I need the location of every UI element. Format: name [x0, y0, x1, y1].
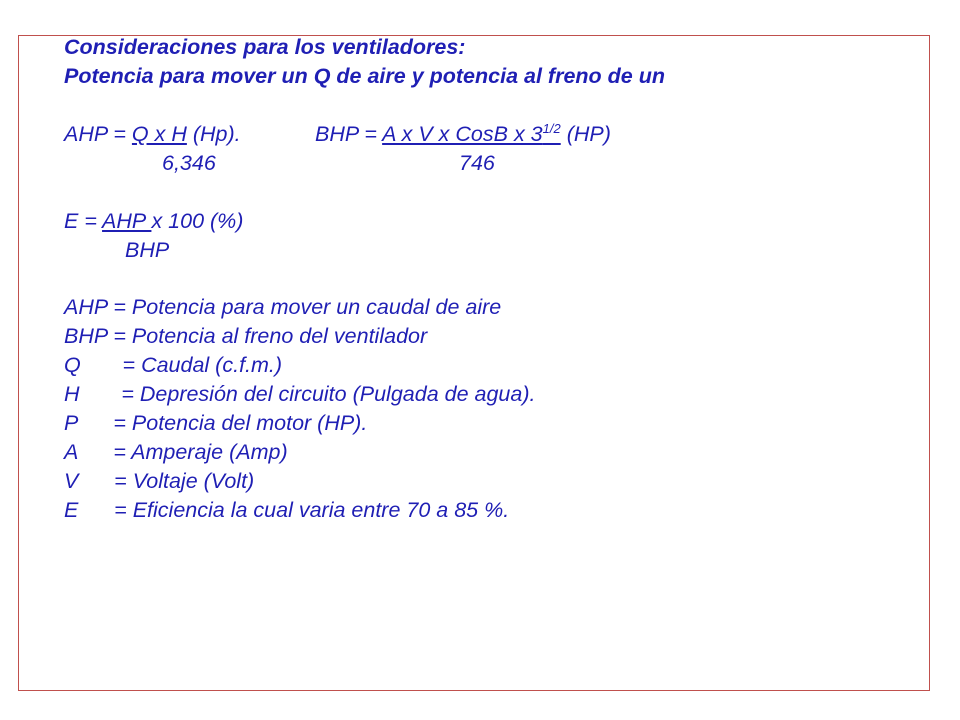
efficiency-suffix: x 100 (%) — [151, 209, 244, 233]
ahp-prefix: AHP = — [64, 122, 132, 146]
definition-text: = Amperaje (Amp) — [77, 440, 288, 464]
definition-text: = Voltaje (Volt) — [78, 469, 255, 493]
definition-p — [64, 409, 367, 438]
definition-symbol: E — [64, 498, 79, 522]
definition-text: = Depresión del circuito (Pulgada de agua). — [79, 382, 536, 406]
definition-text: = Eficiencia la cual varia entre 70 a 85 %. — [78, 498, 510, 522]
efficiency-numerator: AHP — [102, 209, 152, 233]
definition-ahp — [64, 293, 501, 322]
definition-q — [64, 351, 282, 380]
ahp-denominator: 6,346 — [162, 151, 216, 175]
definition-symbol: H — [64, 382, 80, 406]
definition-a — [64, 438, 288, 467]
efficiency-denominator: BHP — [125, 238, 170, 262]
definition-h — [64, 380, 535, 409]
heading-line-1: Consideraciones para los ventiladores: — [64, 35, 466, 59]
definition-text: = Potencia para mover un caudal de aire — [107, 295, 502, 319]
definition-symbol: V — [64, 469, 79, 493]
bhp-prefix: BHP = — [315, 122, 383, 146]
definition-symbol: P — [64, 411, 78, 435]
ahp-numerator: Q x H — [131, 122, 187, 146]
bhp-formula-numerator — [315, 120, 611, 149]
definition-text: = Potencia del motor (HP). — [77, 411, 368, 435]
definition-e — [64, 496, 509, 525]
definition-symbol: A — [64, 440, 78, 464]
efficiency-prefix: E = — [64, 209, 103, 233]
ahp-unit: (Hp). — [186, 122, 241, 146]
heading-line-2: Potencia para mover un Q de aire y potencia al freno de un — [64, 64, 665, 88]
bhp-unit: (HP) — [560, 122, 611, 146]
definition-v — [64, 467, 254, 496]
bhp-numerator-text: A x V x CosB x 3 — [382, 122, 543, 146]
definition-symbol: AHP — [64, 295, 108, 319]
efficiency-formula — [64, 207, 243, 236]
bhp-numerator — [382, 122, 561, 146]
definition-symbol: Q — [64, 353, 81, 377]
definition-symbol: BHP — [64, 324, 108, 348]
definition-text: = Potencia al freno del ventilador — [107, 324, 428, 348]
bhp-exponent: 1/2 — [542, 120, 561, 136]
definition-bhp — [64, 322, 427, 351]
bhp-denominator: 746 — [459, 151, 495, 175]
definition-text: = Caudal (c.f.m.) — [80, 353, 283, 377]
power-formula-numerators — [64, 120, 241, 149]
